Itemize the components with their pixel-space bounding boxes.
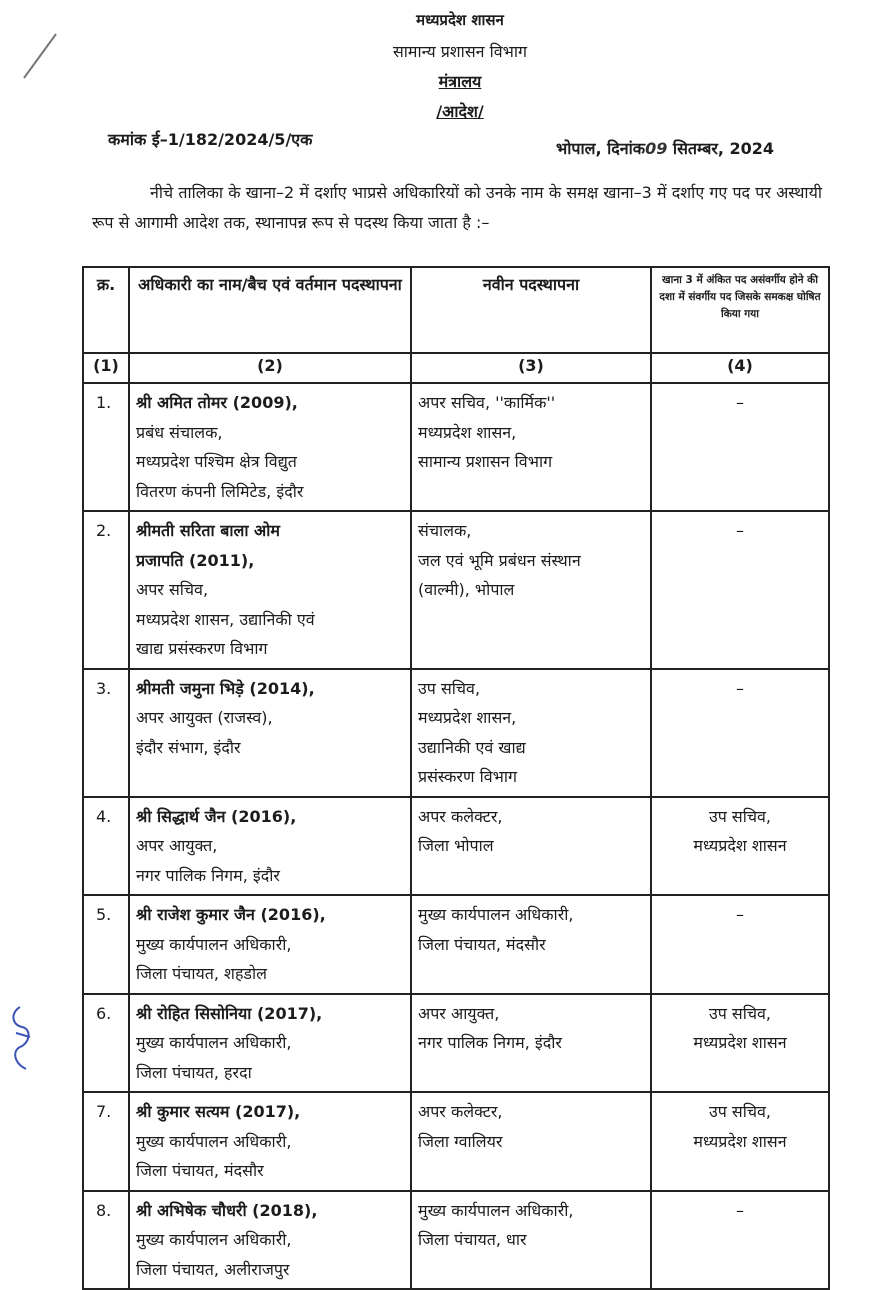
new-posting-line: (वाल्मी), भोपाल <box>418 580 515 599</box>
new-posting-line: अपर आयुक्त, <box>418 1003 500 1023</box>
header-ministry: मंत्रालय <box>438 72 482 91</box>
current-posting-line: प्रबंध संचालक, <box>136 422 223 442</box>
new-posting-cell <box>411 511 651 669</box>
current-posting-line: मध्यप्रदेश पश्चिम क्षेत्र विद्युत <box>136 452 297 471</box>
header-equivalent-post: खाना 3 में अंकित पद असंवर्गीय होने की दशा में संवर्गीय पद जिसके समकक्ष घोषित किया गया <box>651 267 829 353</box>
column-number-row <box>83 353 829 383</box>
row-serial-number: 2. <box>83 511 129 669</box>
table-row <box>83 895 829 994</box>
new-posting-cell <box>411 1092 651 1191</box>
current-posting-line: मुख्य कार्यपालन अधिकारी, <box>136 1131 292 1151</box>
order-reference-number: कमांक ई–1/182/2024/5/एक <box>108 130 313 149</box>
new-posting-line: उद्यानिकी एवं खाद्य <box>418 737 526 757</box>
equivalent-post-line: उप सचिव, <box>708 806 772 826</box>
date-prefix: भोपाल, दिनांक <box>556 139 646 158</box>
new-posting-line: नगर पालिक निगम, इंदौर <box>418 1033 562 1052</box>
new-posting-line: प्रसंस्करण विभाग <box>418 767 518 786</box>
officer-cell <box>129 669 411 797</box>
equivalent-post-cell <box>651 895 829 994</box>
officer-name-line: प्रजापति (2011), <box>136 550 255 570</box>
officer-name: श्री अभिषेक चौधरी (2018), <box>136 1200 318 1220</box>
equivalent-post-cell <box>651 1092 829 1191</box>
table-row <box>83 994 829 1093</box>
equivalent-post-line: – <box>736 393 744 412</box>
table-row <box>83 1092 829 1191</box>
row-serial-number: 5. <box>83 895 129 994</box>
table-row <box>83 383 829 511</box>
officer-cell <box>129 1191 411 1290</box>
current-posting-line: अपर आयुक्त (राजस्व), <box>136 708 273 727</box>
current-posting-line: मुख्य कार्यपालन अधिकारी, <box>136 1230 292 1249</box>
current-posting-line: मुख्य कार्यपालन अधिकारी, <box>136 934 292 954</box>
col-number: (1) <box>83 353 129 383</box>
margin-initial-mark <box>6 1003 38 1073</box>
new-posting-line: जल एवं भूमि प्रबंधन संस्थान <box>418 550 581 570</box>
equivalent-post-line: – <box>736 1200 744 1220</box>
new-posting-line: अपर सचिव, ''कार्मिक'' <box>418 393 556 412</box>
order-date <box>556 137 774 159</box>
officer-cell <box>129 797 411 896</box>
new-posting-line: जिला पंचायत, मंदसौर <box>418 934 546 954</box>
officer-cell <box>129 994 411 1093</box>
table-row <box>83 669 829 797</box>
current-posting-line: खाद्य प्रसंस्करण विभाग <box>136 639 268 658</box>
officer-name: श्री अमित तोमर (2009), <box>136 393 298 412</box>
new-posting-cell <box>411 383 651 511</box>
equivalent-post-cell <box>651 797 829 896</box>
equivalent-post-line: मध्यप्रदेश शासन <box>693 1033 787 1052</box>
header-sn: क्र. <box>83 267 129 353</box>
current-posting-line: वितरण कंपनी लिमिटेड, इंदौर <box>136 481 304 501</box>
equivalent-post-cell <box>651 511 829 669</box>
header-government: मध्यप्रदेश शासन <box>416 11 504 29</box>
new-posting-line: सामान्य प्रशासन विभाग <box>418 452 553 471</box>
header-order: /आदेश/ <box>436 102 484 121</box>
new-posting-line: मुख्य कार्यपालन अधिकारी, <box>418 1200 574 1220</box>
new-posting-line: संचालक, <box>418 521 472 540</box>
new-posting-line: अपर कलेक्टर, <box>418 806 503 826</box>
table-row <box>83 511 829 669</box>
new-posting-line: मध्यप्रदेश शासन, <box>418 422 517 442</box>
date-day: 09 <box>645 139 668 158</box>
col-number: (4) <box>651 353 829 383</box>
equivalent-post-cell <box>651 994 829 1093</box>
current-posting-line: अपर आयुक्त, <box>136 836 218 855</box>
row-serial-number: 1. <box>83 383 129 511</box>
equivalent-post-line: – <box>736 678 744 698</box>
col-number: (2) <box>129 353 411 383</box>
current-posting-line: जिला पंचायत, मंदसौर <box>136 1161 264 1180</box>
new-posting-line: मुख्य कार्यपालन अधिकारी, <box>418 905 574 924</box>
new-posting-line: मध्यप्रदेश शासन, <box>418 708 517 727</box>
new-posting-cell <box>411 1191 651 1290</box>
new-posting-line: उप सचिव, <box>418 678 481 698</box>
officer-cell <box>129 383 411 511</box>
current-posting-line: मुख्य कार्यपालन अधिकारी, <box>136 1033 292 1052</box>
current-posting-line: जिला पंचायत, शहडोल <box>136 964 267 983</box>
equivalent-post-cell <box>651 669 829 797</box>
intro-paragraph: नीचे तालिका के खाना–2 में दर्शाए भाप्रसे अधिकारियों को उनके नाम के समक्ष खाना–3 में दर्शाए गए पद पर अस्थायी रूप से आगामी आदेश तक, स्थानापन्न रूप से पदस्थ किया जाता है :– <box>92 183 822 232</box>
officer-name: श्रीमती जमुना भिड़े (2014), <box>136 678 315 698</box>
current-posting-line: नगर पालिक निगम, इंदौर <box>136 865 280 885</box>
table-header-row <box>83 267 829 353</box>
equivalent-post-cell <box>651 383 829 511</box>
equivalent-post-line: मध्यप्रदेश शासन <box>693 1131 787 1151</box>
posting-table <box>82 266 830 1290</box>
current-posting-line: अपर सचिव, <box>136 580 209 599</box>
officer-name: श्री कुमार सत्यम (2017), <box>136 1102 301 1121</box>
new-posting-cell <box>411 994 651 1093</box>
row-serial-number: 3. <box>83 669 129 797</box>
current-posting-line: मध्यप्रदेश शासन, उद्यानिकी एवं <box>136 609 315 629</box>
officer-name: श्री सिद्धार्थ जैन (2016), <box>136 806 297 826</box>
new-posting-cell <box>411 895 651 994</box>
new-posting-line: जिला ग्वालियर <box>418 1131 503 1151</box>
row-serial-number: 6. <box>83 994 129 1093</box>
table-row <box>83 797 829 896</box>
equivalent-post-line: उप सचिव, <box>708 1003 772 1023</box>
equivalent-post-line: मध्यप्रदेश शासन <box>693 836 787 855</box>
row-serial-number: 4. <box>83 797 129 896</box>
officer-name: श्री रोहित सिसोनिया (2017), <box>136 1003 323 1023</box>
row-serial-number: 7. <box>83 1092 129 1191</box>
equivalent-post-line: उप सचिव, <box>708 1102 772 1121</box>
current-posting-line: जिला पंचायत, हरदा <box>136 1062 252 1082</box>
officer-name-line: श्रीमती सरिता बाला ओम <box>136 521 280 540</box>
new-posting-line: जिला भोपाल <box>418 836 494 855</box>
header-new-posting: नवीन पदस्थापना <box>411 267 651 353</box>
table-row <box>83 1191 829 1290</box>
new-posting-cell <box>411 797 651 896</box>
row-serial-number: 8. <box>83 1191 129 1290</box>
officer-cell <box>129 895 411 994</box>
header-department: सामान्य प्रशासन विभाग <box>392 42 528 61</box>
current-posting-line: जिला पंचायत, अलीराजपुर <box>136 1259 290 1279</box>
new-posting-cell <box>411 669 651 797</box>
equivalent-post-line: – <box>736 905 744 924</box>
new-posting-line: अपर कलेक्टर, <box>418 1102 503 1121</box>
current-posting-line: इंदौर संभाग, इंदौर <box>136 737 241 757</box>
col-number: (3) <box>411 353 651 383</box>
header-officer-name: अधिकारी का नाम/बैच एवं वर्तमान पदस्थापना <box>129 267 411 353</box>
new-posting-line: जिला पंचायत, धार <box>418 1230 527 1249</box>
equivalent-post-cell <box>651 1191 829 1290</box>
officer-cell <box>129 1092 411 1191</box>
date-suffix: सितम्बर, 2024 <box>672 139 775 158</box>
equivalent-post-line: – <box>736 521 744 540</box>
officer-name: श्री राजेश कुमार जैन (2016), <box>136 905 326 924</box>
officer-cell <box>129 511 411 669</box>
